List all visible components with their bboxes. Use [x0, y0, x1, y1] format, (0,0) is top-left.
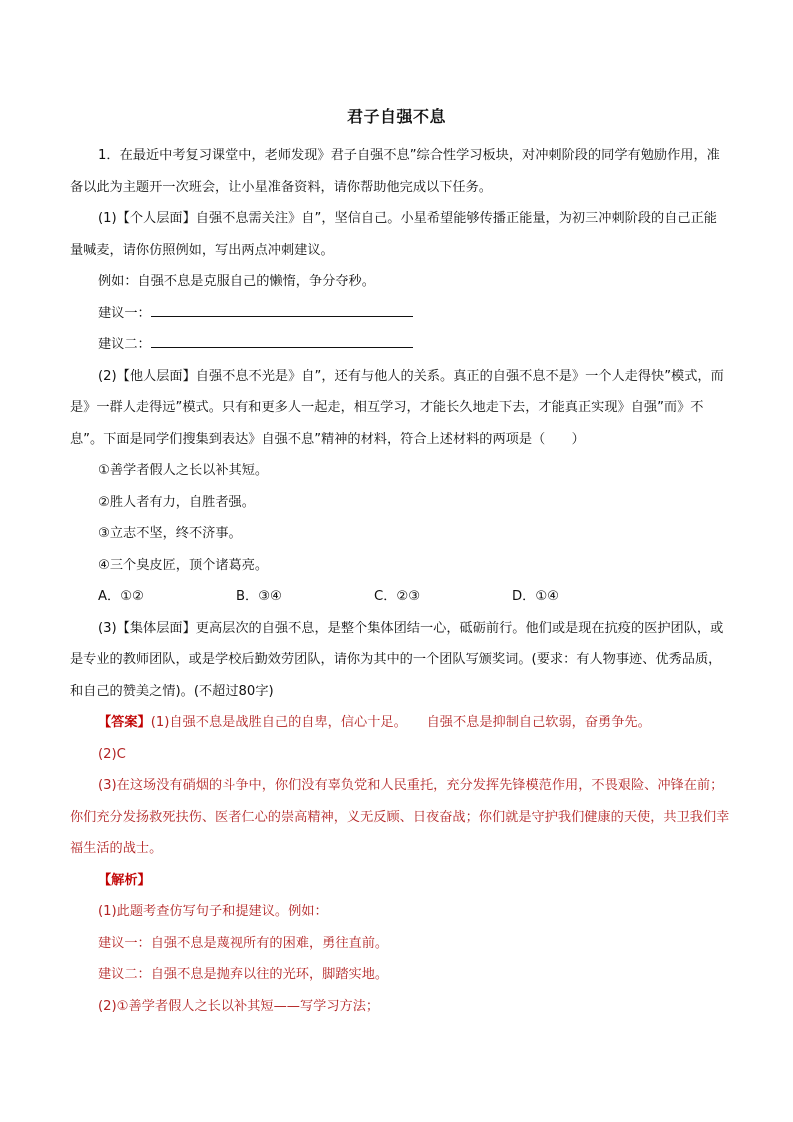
answer-1: (1)自强不息是战胜自己的自卑，信心十足。 自强不息是抑制自己软弱，奋勇争先。 — [150, 715, 651, 730]
question-part-2: (2)【他人层面】自强不息不光是》自”，还有与他人的关系。真正的自强不息不是》一个人走得快”模式，而是》一群人走得远”模式。只有和更多人一起走，相互学习，才能长久地走下去，才能真正实现》自强”而》不息”。下面是同学们搜集到表达》自强不息”精神的材料，符合上述材料的两项是（ ） — [70, 368, 724, 447]
suggestion-2-label: 建议二： — [98, 337, 151, 352]
question-part-3: (3)【集体层面】更高层次的自强不息，是整个集体团结一心，砥砺前行。他们或是现在抗疫的医护团队，或是专业的教师团队，或是学校后勤效劳团队，请你为其中的一个团队写颁奖词。(要求：有人物事迹、优秀品质，和自己的赞美之情)。(不超过80字) — [70, 620, 724, 699]
analysis-line — [70, 865, 730, 897]
suggestion-2-blank — [151, 333, 413, 348]
analysis-2: (2)①善学者假人之长以补其短——写学习方法； — [98, 998, 380, 1014]
option-a: A．①② — [98, 589, 144, 604]
answer-2: (2)C — [98, 746, 126, 762]
page-title: 君子自强不息 — [346, 107, 446, 126]
material-item-4: ④三个臭皮匠，顶个诸葛亮。 — [98, 557, 269, 573]
material-item-2: ②胜人者有力，自胜者强。 — [98, 494, 255, 510]
analysis-1: (1)此题考查仿写句子和提建议。例如： — [98, 904, 328, 919]
answer-tag: 【答案】 — [98, 715, 151, 730]
document-body — [70, 140, 730, 1022]
suggestion-1-line — [70, 298, 730, 330]
option-d: D．①④ — [512, 589, 559, 604]
answer-3: (3)在这场没有硝烟的斗争中，你们没有辜负党和人民重托，充分发挥先锋模范作用，不畏艰险、冲锋在前；你们充分发扬救死扶伤、医者仁心的崇高精神，义无反顾、日夜奋战；你们就是守护我们健康的天使，共卫我们幸福生活的战士。 — [70, 778, 730, 856]
analysis-suggestion-2: 建议二：自强不息是抛弃以往的光环，脚踏实地。 — [98, 967, 389, 982]
question-part-1: (1)【个人层面】自强不息需关注》自”，坚信自己。小星希望能够传播正能量，为初三冲刺阶段的自己正能量喊麦，请你仿照例如，写出两点冲刺建议。 — [70, 211, 717, 258]
option-c: C．②③ — [374, 589, 421, 604]
material-item-1: ①善学者假人之长以补其短。 — [98, 463, 269, 478]
analysis-suggestion-1: 建议一：自强不息是蔑视所有的困难，勇往直前。 — [98, 935, 389, 951]
suggestion-1-label: 建议一： — [98, 305, 151, 321]
option-b: B．③④ — [236, 589, 282, 604]
material-item-3: ③立志不坚，终不济事。 — [98, 526, 242, 541]
choice-options — [70, 581, 730, 613]
example-sentence: 例如：自强不息是克服自己的懒惰，争分夺秒。 — [98, 274, 375, 289]
suggestion-1-blank — [151, 302, 413, 317]
suggestion-2-line — [70, 329, 730, 361]
analysis-tag: 【解析】 — [98, 872, 151, 888]
answer-1-line — [70, 707, 730, 739]
question-intro: 1．在最近中考复习课堂中，老师发现》君子自强不息”综合性学习板块，对冲刺阶段的同学有勉励作用，准备以此为主题开一次班会，让小星准备资料，请你帮助他完成以下任务。 — [70, 148, 720, 195]
